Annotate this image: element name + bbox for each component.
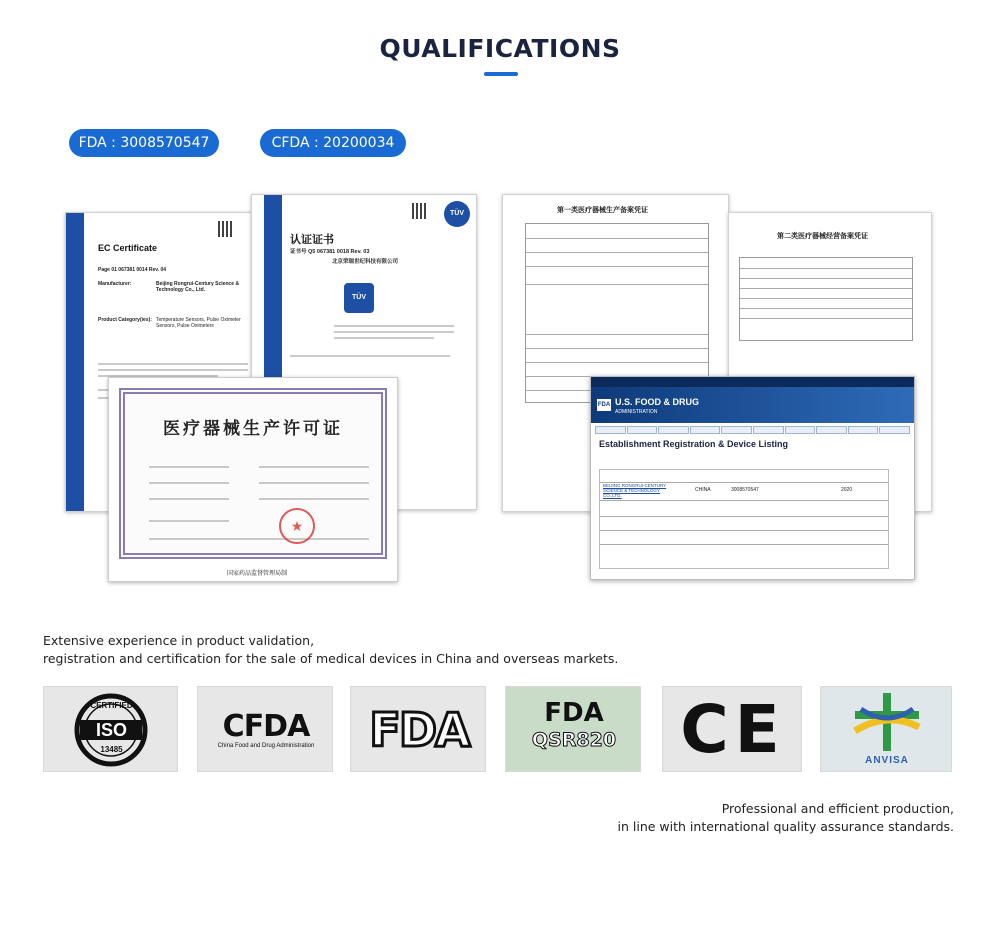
record-title-2: 第二类医疗器械经营备案凭证 (777, 233, 868, 240)
ec-manufacturer-name: Beijing Rongrui-Century Science & Technology Co., Ltd. (156, 281, 240, 293)
cn-license-image (108, 377, 398, 582)
cfda-main-text: CFDA (222, 709, 310, 744)
iso-main-text: ISO (95, 720, 127, 740)
description-right-line-1: Professional and efficient production, (721, 801, 954, 816)
description-left (43, 632, 618, 668)
fda-qsr820-logo (505, 686, 641, 772)
qr-code-icon (412, 203, 428, 219)
fda-logo-icon: FDA (597, 399, 611, 411)
ec-number: Page 01 067381 0014 Rev. 04 (98, 267, 167, 273)
cfda-logo (197, 686, 333, 772)
fda-site-brand: U.S. FOOD & DRUG (615, 397, 700, 407)
tuv-mark-icon: TÜV (344, 283, 374, 313)
fda-logo (350, 686, 486, 772)
iso-top-text: CERTIFIED (90, 701, 133, 710)
ec-product-label: Product Category(ies): (98, 317, 152, 323)
fda-registration: 3008570547 (731, 487, 759, 493)
qsr-top-text: FDA (544, 698, 604, 728)
cn-license-title: 医疗器械生产许可证 (163, 419, 343, 439)
section-title: QUALIFICATIONS (379, 34, 621, 63)
ce-main-text: CE (680, 691, 786, 768)
tuv-title: 认证证书 (290, 234, 334, 246)
qr-code-icon (218, 221, 234, 237)
qsr-bottom-text: QSR820 (531, 729, 617, 751)
cfda-sub-text: China Food and Drug Administration (217, 743, 315, 749)
certificate-band (66, 213, 84, 511)
iso-13485-logo (43, 686, 178, 772)
fda-registration-screenshot (590, 376, 915, 580)
description-left-line-2: registration and certification for the sale of medical devices in China and overseas markets. (43, 651, 619, 666)
fda-country: CHINA (695, 487, 711, 493)
red-seal-icon: ★ (279, 508, 315, 544)
anvisa-logo (820, 686, 952, 772)
fda-number-badge: FDA : 3008570547 (69, 129, 219, 157)
cfda-number-badge: CFDA : 20200034 (260, 129, 406, 157)
ec-manufacturer-label: Manufacturer: (98, 281, 132, 287)
tuv-holder: 北京荣瑞世纪科技有限公司 (332, 259, 399, 265)
record-title-1: 第一类医疗器械生产备案凭证 (557, 207, 648, 214)
anvisa-text: ANVISA (865, 755, 909, 766)
tuv-number: 证书号 Q5 067381 0018 Rev. 03 (290, 249, 370, 255)
description-right (618, 800, 954, 836)
tuv-logo: TÜV (444, 201, 470, 227)
iso-number-text: 13485 (100, 745, 123, 754)
ec-product-value: Temperature Sensors, Pulse Oximeter Sensors, Pulse Oximeters (156, 317, 241, 329)
ec-title: EC Certificate (98, 243, 158, 253)
fda-year: 2020 (841, 487, 853, 493)
fda-main-text: FDA (369, 703, 469, 757)
ce-logo (662, 686, 802, 772)
description-right-line-2: in line with international quality assurance standards. (617, 819, 954, 834)
fda-nav-bar (595, 426, 910, 434)
description-left-line-1: Extensive experience in product validation, (43, 633, 315, 648)
fda-site-heading: Establishment Registration & Device Listing (599, 439, 789, 449)
fda-site-admin: ADMINISTRATION (615, 409, 658, 415)
title-underline (484, 72, 518, 76)
fda-company: BEIJING RONGRUI-CENTURY SCIENCE & TECHNOLOGY CO.,LTD. (603, 483, 667, 498)
cn-license-footer: 国家药品监督管理局制 (227, 571, 288, 577)
